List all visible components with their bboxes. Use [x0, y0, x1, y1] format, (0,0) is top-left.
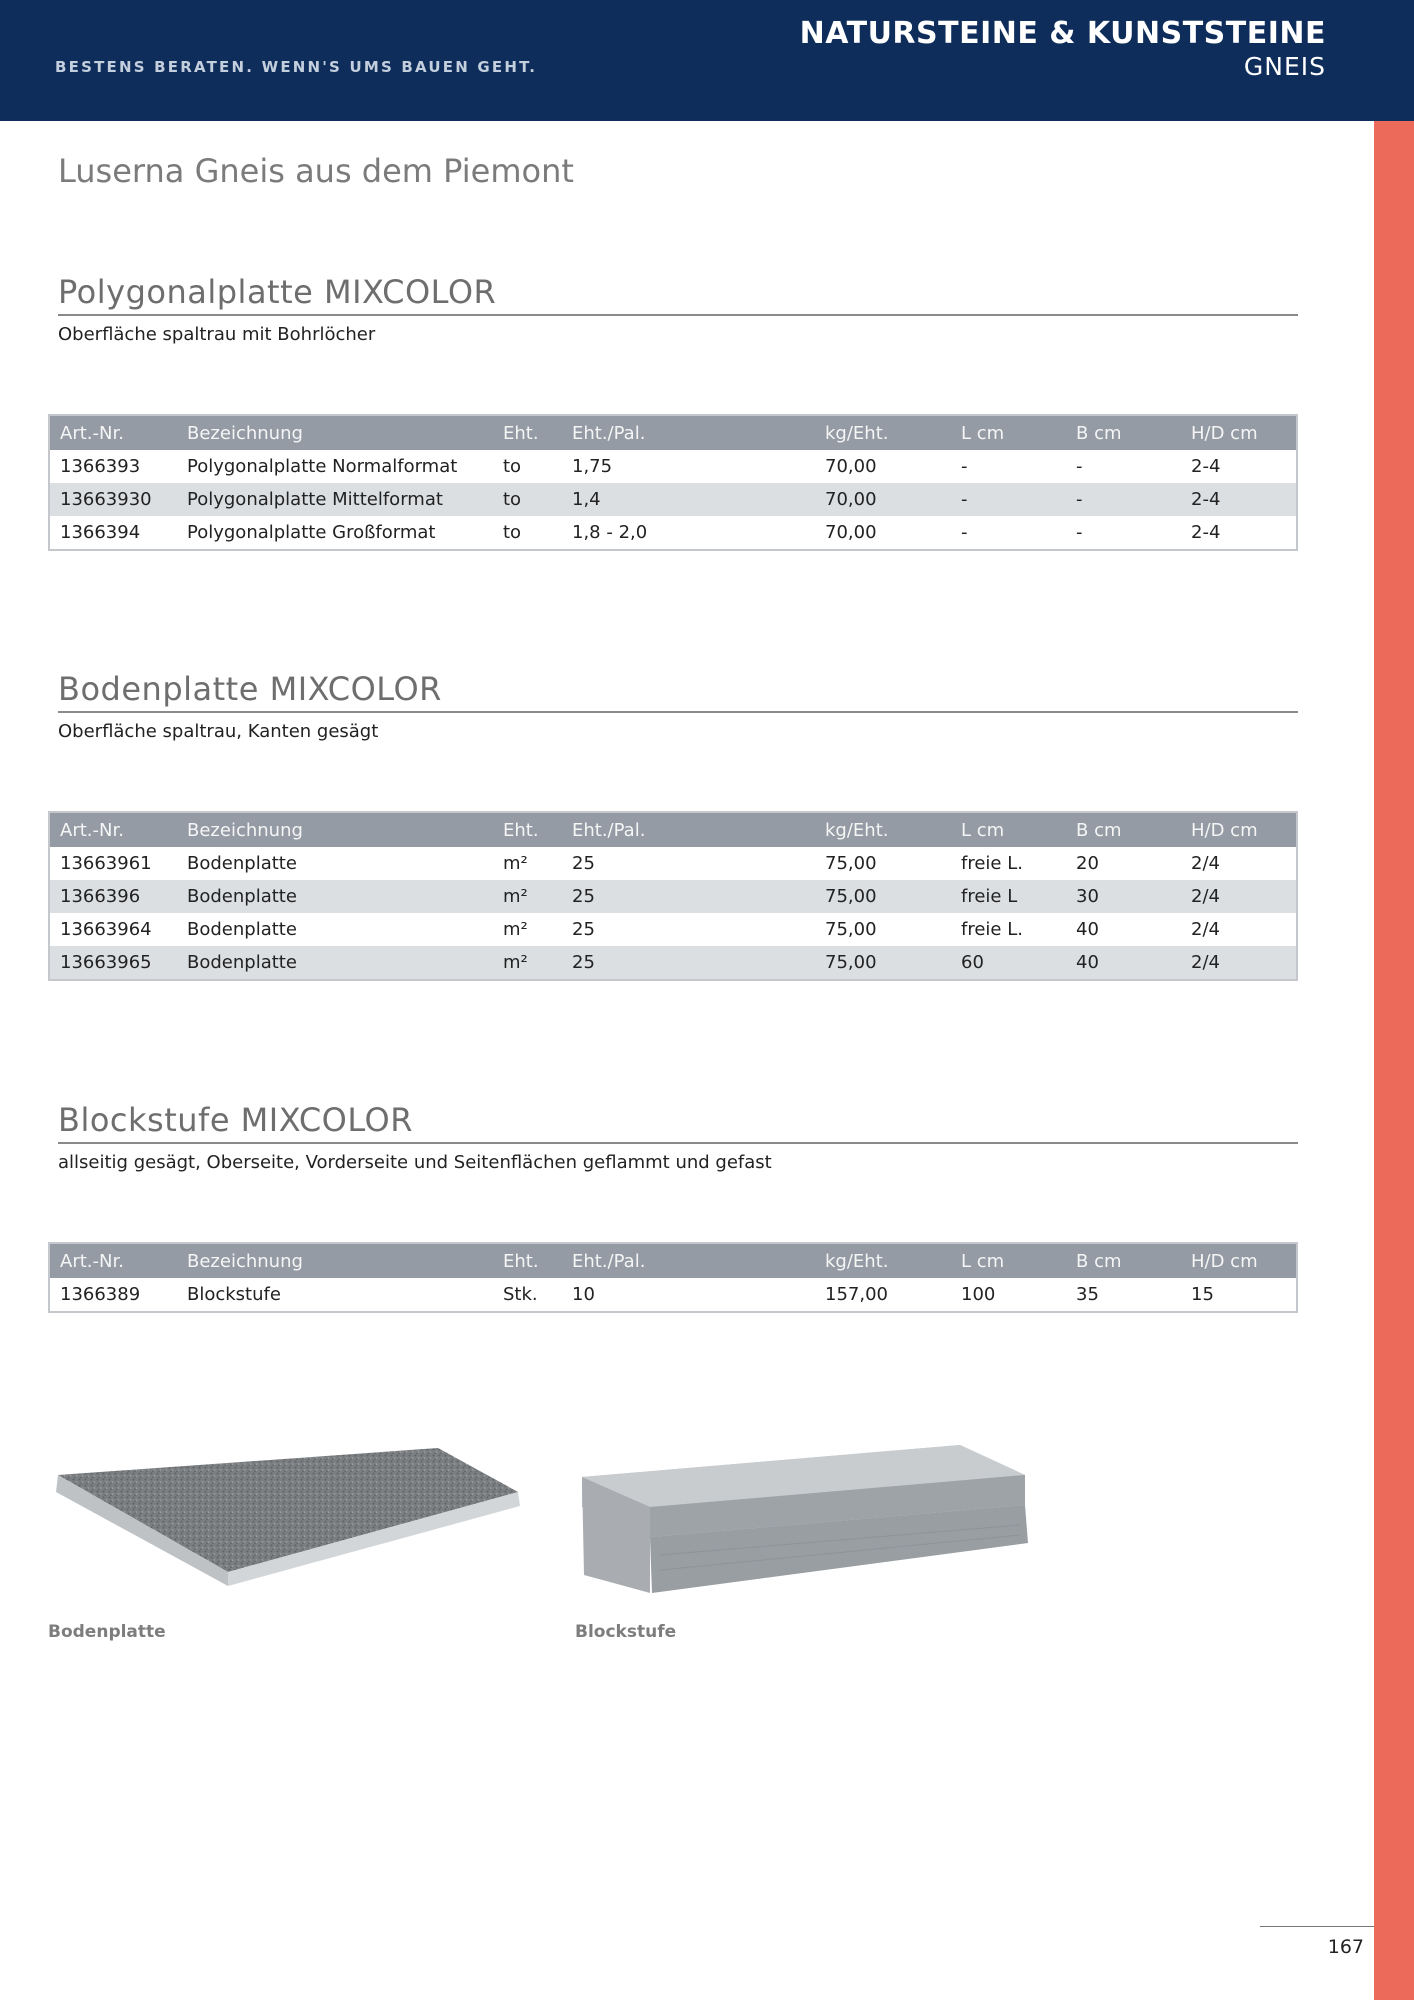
page-header: [0, 0, 1414, 121]
column-header: kg/Eht.: [815, 1243, 951, 1278]
column-header: H/D cm: [1181, 812, 1297, 847]
table-cell: 75,00: [815, 946, 951, 980]
table-cell: 25: [562, 880, 815, 913]
table-cell: 1366389: [60, 1284, 141, 1305]
section-description: Oberfläche spaltrau mit Bohrlöcher: [58, 324, 376, 345]
table-cell: 2/4: [1181, 946, 1297, 980]
column-header: Bezeichnung: [177, 415, 493, 450]
table-cell: Stk.: [503, 1284, 538, 1305]
image-caption: Blockstufe: [575, 1622, 677, 1642]
section-bodenplatte: [48, 669, 1298, 973]
column-header: Art.-Nr.: [49, 812, 177, 847]
table-cell: 20: [1076, 853, 1099, 874]
table-cell: -: [961, 522, 968, 543]
table-header-row: [49, 812, 1297, 847]
table-cell: freie L: [951, 880, 1066, 913]
table-cell: Polygonalplatte Normalformat: [187, 456, 458, 477]
table-cell: freie L.: [961, 919, 1023, 940]
table-row: [49, 847, 1297, 880]
table-row: [49, 450, 1297, 483]
section-blockstufe: [48, 1100, 1298, 1305]
column-header: kg/Eht.: [815, 415, 951, 450]
page-number: 167: [1327, 1936, 1364, 1958]
table-row: [49, 913, 1297, 946]
table-cell: 13663961: [60, 853, 152, 874]
column-header: Eht.: [493, 1243, 562, 1278]
table-cell: 70,00: [825, 456, 877, 477]
footer-rule: [1260, 1926, 1374, 1927]
table-row: [49, 516, 1297, 550]
table-cell: 15: [1191, 1284, 1214, 1305]
table-cell: Bodenplatte: [177, 880, 493, 913]
section-divider: [58, 1142, 1298, 1144]
table-cell: 157,00: [825, 1284, 888, 1305]
product-table: [48, 811, 1298, 981]
column-header: Art.-Nr.: [49, 1243, 177, 1278]
page-title: Luserna Gneis aus dem Piemont: [58, 152, 574, 190]
table-cell: freie L.: [961, 853, 1023, 874]
table-cell: 2/4: [1191, 853, 1220, 874]
table-cell: 13663930: [49, 483, 177, 516]
column-header: Eht.: [493, 415, 562, 450]
section-title: Blockstufe MIXCOLOR: [58, 1101, 413, 1139]
table-cell: 25: [572, 853, 595, 874]
table-cell: to: [503, 456, 522, 477]
column-header: Eht./Pal.: [562, 415, 815, 450]
table-cell: 2-4: [1191, 456, 1221, 477]
section-divider: [58, 314, 1298, 316]
column-header: H/D cm: [1181, 415, 1297, 450]
table-cell: 1366396: [49, 880, 177, 913]
table-cell: 13663965: [49, 946, 177, 980]
column-header: L cm: [951, 812, 1066, 847]
header-tagline: BESTENS BERATEN. WENN'S UMS BAUEN GEHT.: [55, 58, 538, 76]
table-cell: Bodenplatte: [187, 919, 297, 940]
section-title: Bodenplatte MIXCOLOR: [58, 670, 442, 708]
table-cell: 30: [1066, 880, 1181, 913]
header-subtitle: GNEIS: [1243, 52, 1326, 81]
table-cell: 2-4: [1181, 483, 1297, 516]
table-cell: 1,75: [572, 456, 613, 477]
table-cell: 60: [951, 946, 1066, 980]
table-row: [49, 946, 1297, 980]
table-cell: m²: [503, 853, 528, 874]
column-header: B cm: [1066, 415, 1181, 450]
table-cell: 1366394: [60, 522, 141, 543]
table-cell: 13663964: [60, 919, 152, 940]
table-cell: -: [1076, 522, 1083, 543]
column-header: Bezeichnung: [177, 1243, 493, 1278]
column-header: B cm: [1066, 1243, 1181, 1278]
column-header: Art.-Nr.: [49, 415, 177, 450]
table-cell: 75,00: [825, 919, 877, 940]
column-header: Bezeichnung: [177, 812, 493, 847]
stone-block-icon: [570, 1435, 1030, 1605]
header-title: NATURSTEINE & KUNSTSTEINE: [799, 16, 1326, 51]
stone-slab-icon: [48, 1430, 528, 1600]
table-cell: 2-4: [1191, 522, 1221, 543]
column-header: B cm: [1066, 812, 1181, 847]
table-cell: 100: [961, 1284, 996, 1305]
image-caption: Bodenplatte: [48, 1622, 166, 1642]
table-header-row: [49, 415, 1297, 450]
section-description: Oberfläche spaltrau, Kanten gesägt: [58, 721, 379, 742]
product-table: [48, 1242, 1298, 1313]
table-cell: 40: [1066, 946, 1181, 980]
table-cell: 1,4: [562, 483, 815, 516]
accent-side-bar: [1374, 121, 1414, 2000]
table-cell: Bodenplatte: [177, 946, 493, 980]
table-row: [49, 483, 1297, 516]
table-cell: Polygonalplatte Mittelformat: [177, 483, 493, 516]
table-cell: -: [1076, 456, 1083, 477]
table-cell: Polygonalplatte Großformat: [187, 522, 436, 543]
table-row: [49, 880, 1297, 913]
table-cell: to: [493, 483, 562, 516]
section-polygonalplatte: [48, 272, 1298, 543]
table-cell: 2/4: [1191, 919, 1220, 940]
table-cell: Blockstufe: [187, 1284, 281, 1305]
section-description: allseitig gesägt, Oberseite, Vorderseite und Seitenflächen geflammt und gefast: [58, 1152, 772, 1173]
product-table: [48, 414, 1298, 551]
table-cell: 25: [572, 919, 595, 940]
column-header: L cm: [951, 415, 1066, 450]
table-cell: m²: [503, 919, 528, 940]
table-header-row: [49, 1243, 1297, 1278]
table-row: [49, 1278, 1297, 1312]
column-header: H/D cm: [1181, 1243, 1297, 1278]
table-cell: 2/4: [1181, 880, 1297, 913]
column-header: kg/Eht.: [815, 812, 951, 847]
table-cell: -: [951, 483, 1066, 516]
column-header: L cm: [951, 1243, 1066, 1278]
table-cell: m²: [493, 946, 562, 980]
table-cell: m²: [493, 880, 562, 913]
table-cell: -: [1066, 483, 1181, 516]
table-cell: 40: [1076, 919, 1099, 940]
table-cell: 75,00: [815, 880, 951, 913]
table-cell: 1,8 - 2,0: [572, 522, 648, 543]
section-divider: [58, 711, 1298, 713]
table-cell: Bodenplatte: [187, 853, 297, 874]
table-cell: 75,00: [825, 853, 877, 874]
table-cell: to: [503, 522, 522, 543]
column-header: Eht./Pal.: [562, 812, 815, 847]
table-cell: 25: [562, 946, 815, 980]
table-cell: 10: [572, 1284, 595, 1305]
table-cell: 70,00: [815, 483, 951, 516]
table-cell: 35: [1076, 1284, 1099, 1305]
table-cell: 1366393: [60, 456, 141, 477]
table-cell: -: [961, 456, 968, 477]
column-header: Eht./Pal.: [562, 1243, 815, 1278]
table-cell: 70,00: [825, 522, 877, 543]
section-title: Polygonalplatte MIXCOLOR: [58, 273, 497, 311]
column-header: Eht.: [493, 812, 562, 847]
